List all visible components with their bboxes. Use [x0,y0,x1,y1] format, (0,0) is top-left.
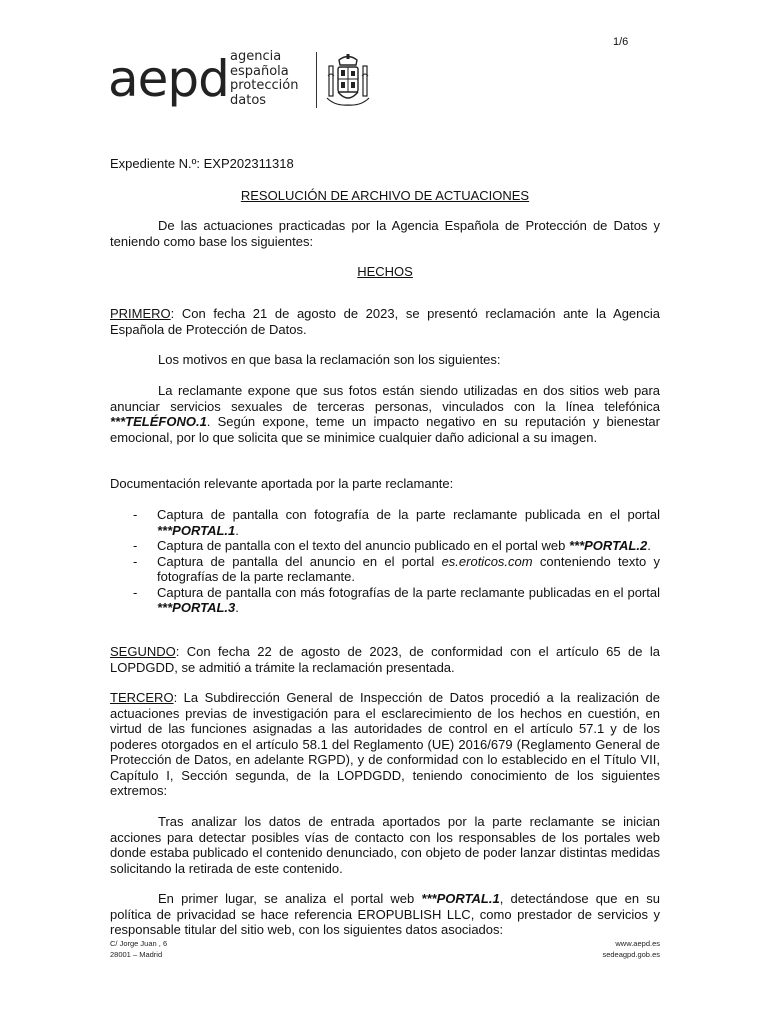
motivos-paragraph [110,352,660,368]
logo-wordmark: aepd [108,50,229,108]
intro-paragraph [110,218,660,249]
portal-name: es.eroticos.com [441,553,533,569]
footer-websites [602,938,660,960]
tras-paragraph [110,814,660,876]
doc-text-end: conteniendo texto y fotografías de la parte reclamante. [157,553,661,584]
tras-text: Tras analizar los datos de entrada aportados por la parte reclamante se inician acciones para detectar posibles vías de contacto con los responsables de los portales web donde estaba publicado el contenido denunciado, con objeto de poder lanzar distintas medidas solicitando la retirada de este contenido. [110,814,660,876]
doc-text-end: . [235,522,239,538]
hechos-heading: HECHOS [357,264,413,279]
portal-placeholder: ***PORTAL.3 [157,600,236,615]
aepd-logo [108,48,378,110]
list-item [110,538,660,554]
logo-line: española [230,63,289,79]
footer-address [110,938,167,960]
tercero-paragraph [110,690,660,799]
list-item [110,585,660,616]
telefono-placeholder: ***TELÉFONO.1 [110,414,207,429]
primero-label: PRIMERO [110,306,171,321]
segundo-paragraph [110,644,660,675]
portal-placeholder: ***PORTAL.2 [568,538,648,553]
primero-text: : Con fecha 21 de agosto de 2023, se presentó reclamación ante la Agencia Española de Protección de Datos. [110,306,660,337]
footer-sede-link[interactable]: sedeagpd.gob.es [602,950,660,959]
portal-placeholder: ***PORTAL.1 [157,522,236,538]
footer-web-link[interactable]: www.aepd.es [615,939,660,948]
doc-text: Captura de pantalla con más fotografías de la parte reclamante publicadas en el portal [157,584,660,600]
list-item [110,507,660,538]
expone-text-b: . Según expone, teme un impacto negativo en su reputación y bienestar emocional, por lo que solicita que se minimice cualquier daño adicional a su imagen. [110,414,660,445]
primero-paragraph [110,306,660,337]
logo-line: agencia [230,49,282,64]
doc-text: Captura de pantalla con el texto del anuncio publicado en el portal web [157,538,569,553]
footer-city: 28001 – Madrid [110,950,163,959]
docs-list [110,507,660,616]
logo-line: protección [230,78,299,93]
logo-divider [316,52,317,108]
segundo-text: : Con fecha 22 de agosto de 2023, de conformidad con el artículo 65 de la LOPDGDD, se admitió a trámite la reclamación presentada. [110,644,660,675]
primer-lugar-text-a: En primer lugar, se analiza el portal web [158,891,422,906]
motivos-text: Los motivos en que basa la reclamación son los siguientes: [158,352,501,367]
logo-line: datos [230,92,267,108]
footer-street: C/ Jorge Juan , 6 [110,939,168,948]
intro-text: De las actuaciones practicadas por la Agencia Española de Protección de Datos y teniendo como base los siguientes: [110,218,660,249]
doc-text-end: . [235,600,239,615]
primer-lugar-text-c: , detectándose que en su política de privacidad se hace referencia EROPUBLISH LLC, como prestador de servicios y responsable titular del sitio web, con los siguientes datos asociados: [110,891,660,937]
primer-lugar-paragraph [110,891,660,938]
tercero-text: : La Subdirección General de Inspección de Datos procedió a la realización de actuaciones previas de investigación para el esclarecimiento de los hechos en cuestión, en virtud de las funciones asignadas a las autoridades de control en el artículo 57.1 y de los poderes otorgados en el artículo 58.1 del Reglamento (UE) 2016/679 (Reglamento General de Protección de Datos, en adelante RGPD), y de conformidad con lo establecido en el Título VII, Capítulo I, Sección segunda, de la LOPDGDD, teniendo conocimiento de los siguientes extremos: [110,690,660,798]
doc-text-end: . [647,538,651,553]
expone-text-a: La reclamante expone que sus fotos están siendo utilizadas en dos sitios web para anunciar servicios sexuales de terceras personas, vinculados con la línea telefónica [110,383,660,414]
list-item [110,554,660,585]
coat-of-arms-icon [325,52,371,110]
tercero-label: TERCERO [110,690,174,705]
logo-text [230,50,298,108]
segundo-label: SEGUNDO [110,644,176,659]
page-number: 1/6 [613,36,629,48]
doc-text: Captura de pantalla del anuncio en el portal [157,553,442,569]
expediente-number: Expediente N.º: EXP202311318 [110,156,294,171]
portal-placeholder: ***PORTAL.1 [421,891,500,906]
documentacion-text: Documentación relevante aportada por la parte reclamante: [110,476,454,491]
documentacion-paragraph [110,476,660,492]
document-title: RESOLUCIÓN DE ARCHIVO DE ACTUACIONES [240,188,530,203]
expone-paragraph [110,383,660,445]
doc-text: Captura de pantalla con fotografía de la parte reclamante publicada en el portal [157,507,660,522]
